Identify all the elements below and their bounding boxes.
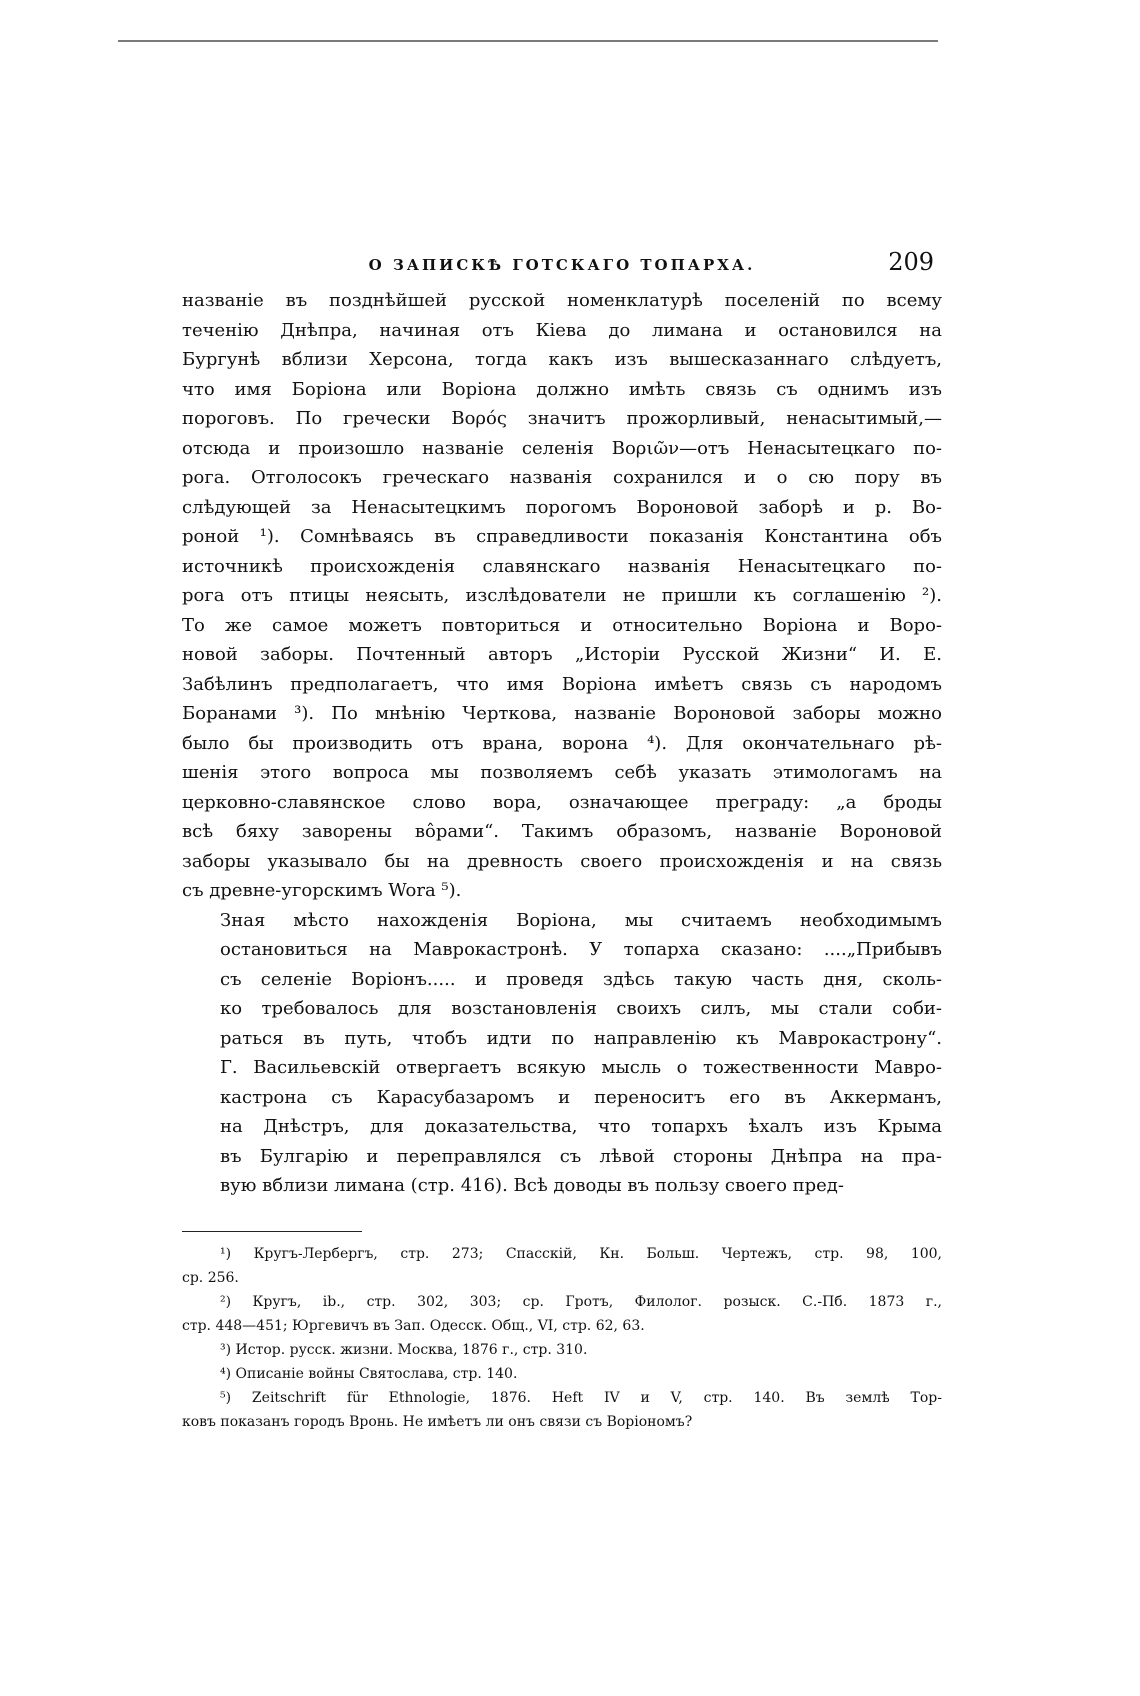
footnote-line: ¹) Кругъ-Лербергъ, стр. 273; Спасскій, Кн. Больш. Чертежъ, стр. 98, 100, bbox=[220, 1245, 942, 1262]
text-line: было бы производить отъ врана, ворона ⁴). Для окончательнаго рѣ- bbox=[182, 732, 942, 754]
text-line: То же самое можетъ повториться и относительно Воріона и Воро- bbox=[182, 614, 942, 636]
top-scan-rule bbox=[118, 40, 938, 42]
text-line: рога. Отголосокъ греческаго названія сохранился и о сю пору въ bbox=[182, 467, 942, 488]
text-line: церковно-славянское слово вора, означающее преграду: „а броды bbox=[182, 791, 942, 813]
text-line: Г. Васильевскій отвергаетъ всякую мысль о тожественности Мавро- bbox=[220, 1057, 942, 1078]
footnote-line: ³) Истор. русск. жизни. Москва, 1876 г., стр. 310. bbox=[220, 1341, 588, 1358]
text-line: Зная мѣсто нахожденія Воріона, мы считаемъ необходимымъ bbox=[220, 909, 942, 931]
text-line: Забѣлинъ предполагаетъ, что имя Воріона имѣетъ связь съ народомъ bbox=[182, 673, 942, 695]
footnote-line: ⁴) Описаніе войны Святослава, стр. 140. bbox=[220, 1365, 518, 1382]
paragraph-2 bbox=[182, 906, 942, 1201]
text-line: что имя Боріона или Воріона должно имѣть связь съ однимъ изъ bbox=[182, 378, 942, 400]
text-line: въ Булгарію и переправлялся съ лѣвой стороны Днѣпра на пра- bbox=[220, 1145, 942, 1167]
footnote-line: ковъ показанъ городъ Вронь. Не имѣетъ ли онъ связи съ Воріономъ? bbox=[182, 1413, 693, 1430]
text-line: кастрона съ Карасубазаромъ и переноситъ его въ Аккерманъ, bbox=[220, 1086, 942, 1108]
footnote-line: ⁵) Zeitschrift für Ethnologie, 1876. Heft IV и V, стр. 140. Въ землѣ Тор- bbox=[220, 1389, 942, 1406]
text-line: на Днѣстръ, для доказательства, что топархъ ѣхалъ изъ Крыма bbox=[220, 1116, 942, 1137]
footnote-line: ср. 256. bbox=[182, 1269, 239, 1286]
book-page bbox=[182, 240, 942, 1434]
text-line: названіе въ позднѣйшей русской номенклатурѣ поселеній по всему bbox=[182, 290, 942, 311]
text-line: отсюда и произошло названіе селенія Βοριῶν—отъ Ненасытецкаго по- bbox=[182, 437, 942, 459]
footnote-5 bbox=[182, 1386, 942, 1434]
running-title: О ЗАПИСКѢ ГОТСКАГО ТОПАРХА. bbox=[368, 256, 756, 274]
text-line: пороговъ. По гречески Βορός значитъ прожорливый, ненасытимый,— bbox=[182, 408, 942, 429]
footnote-2 bbox=[182, 1290, 942, 1338]
footnote-separator bbox=[182, 1231, 362, 1232]
footnote-line: ²) Кругъ, ib., стр. 302, 303; ср. Гротъ, Филолог. розыск. С.-Пб. 1873 г., bbox=[220, 1293, 942, 1310]
text-line: ко требовалось для возстановленія своихъ силъ, мы стали соби- bbox=[220, 998, 942, 1019]
text-line: шенія этого вопроса мы позволяемъ себѣ указать этимологамъ на bbox=[182, 762, 942, 783]
text-line: остановиться на Маврокастронѣ. У топарха сказано: ....„Прибывъ bbox=[220, 939, 942, 960]
text-line: Бургунѣ вблизи Херсона, тогда какъ изъ вышесказаннаго слѣдуетъ, bbox=[182, 349, 942, 370]
text-line: слѣдующей за Ненасытецкимъ порогомъ Вороновой заборѣ и р. Во- bbox=[182, 496, 942, 518]
text-line: Боранами ³). По мнѣнію Черткова, названіе Вороновой заборы можно bbox=[182, 703, 942, 724]
footnote-4 bbox=[182, 1362, 942, 1386]
footnote-3 bbox=[182, 1338, 942, 1362]
footnote-line: стр. 448—451; Юргевичъ въ Зап. Одесск. Общ., VI, стр. 62, 63. bbox=[182, 1317, 645, 1334]
page-header bbox=[182, 240, 942, 280]
text-line: съ селеніе Воріонъ..... и проведя здѣсь такую часть дня, сколь- bbox=[220, 968, 942, 990]
text-line: раться въ путь, чтобъ идти по направленію къ Маврокастрону“. bbox=[220, 1027, 942, 1049]
text-line: вую вблизи лимана (стр. 416). Всѣ доводы въ пользу своего пред- bbox=[220, 1175, 844, 1196]
text-line: роной ¹). Сомнѣваясь въ справедливости показанія Константина объ bbox=[182, 526, 942, 547]
text-line: заборы указывало бы на древность своего происхожденія и на связь bbox=[182, 850, 942, 872]
body-text bbox=[182, 286, 942, 1201]
text-line: съ древне-угорскимъ Wora ⁵). bbox=[182, 880, 462, 901]
footnote-1 bbox=[182, 1242, 942, 1290]
text-line: всѣ бяху заворены вôрами“. Такимъ образомъ, названіе Вороновой bbox=[182, 821, 942, 842]
text-line: теченію Днѣпра, начиная отъ Кіева до лимана и остановился на bbox=[182, 319, 942, 341]
text-line: рога отъ птицы неясыть, изслѣдователи не пришли къ соглашенію ²). bbox=[182, 585, 942, 606]
footnotes bbox=[182, 1242, 942, 1434]
text-line: источникѣ происхожденія славянскаго названія Ненасытецкаго по- bbox=[182, 555, 942, 577]
text-line: новой заборы. Почтенный авторъ „Исторіи Русской Жизни“ И. Е. bbox=[182, 644, 942, 665]
paragraph-1 bbox=[182, 286, 942, 906]
page-number: 209 bbox=[888, 248, 934, 276]
